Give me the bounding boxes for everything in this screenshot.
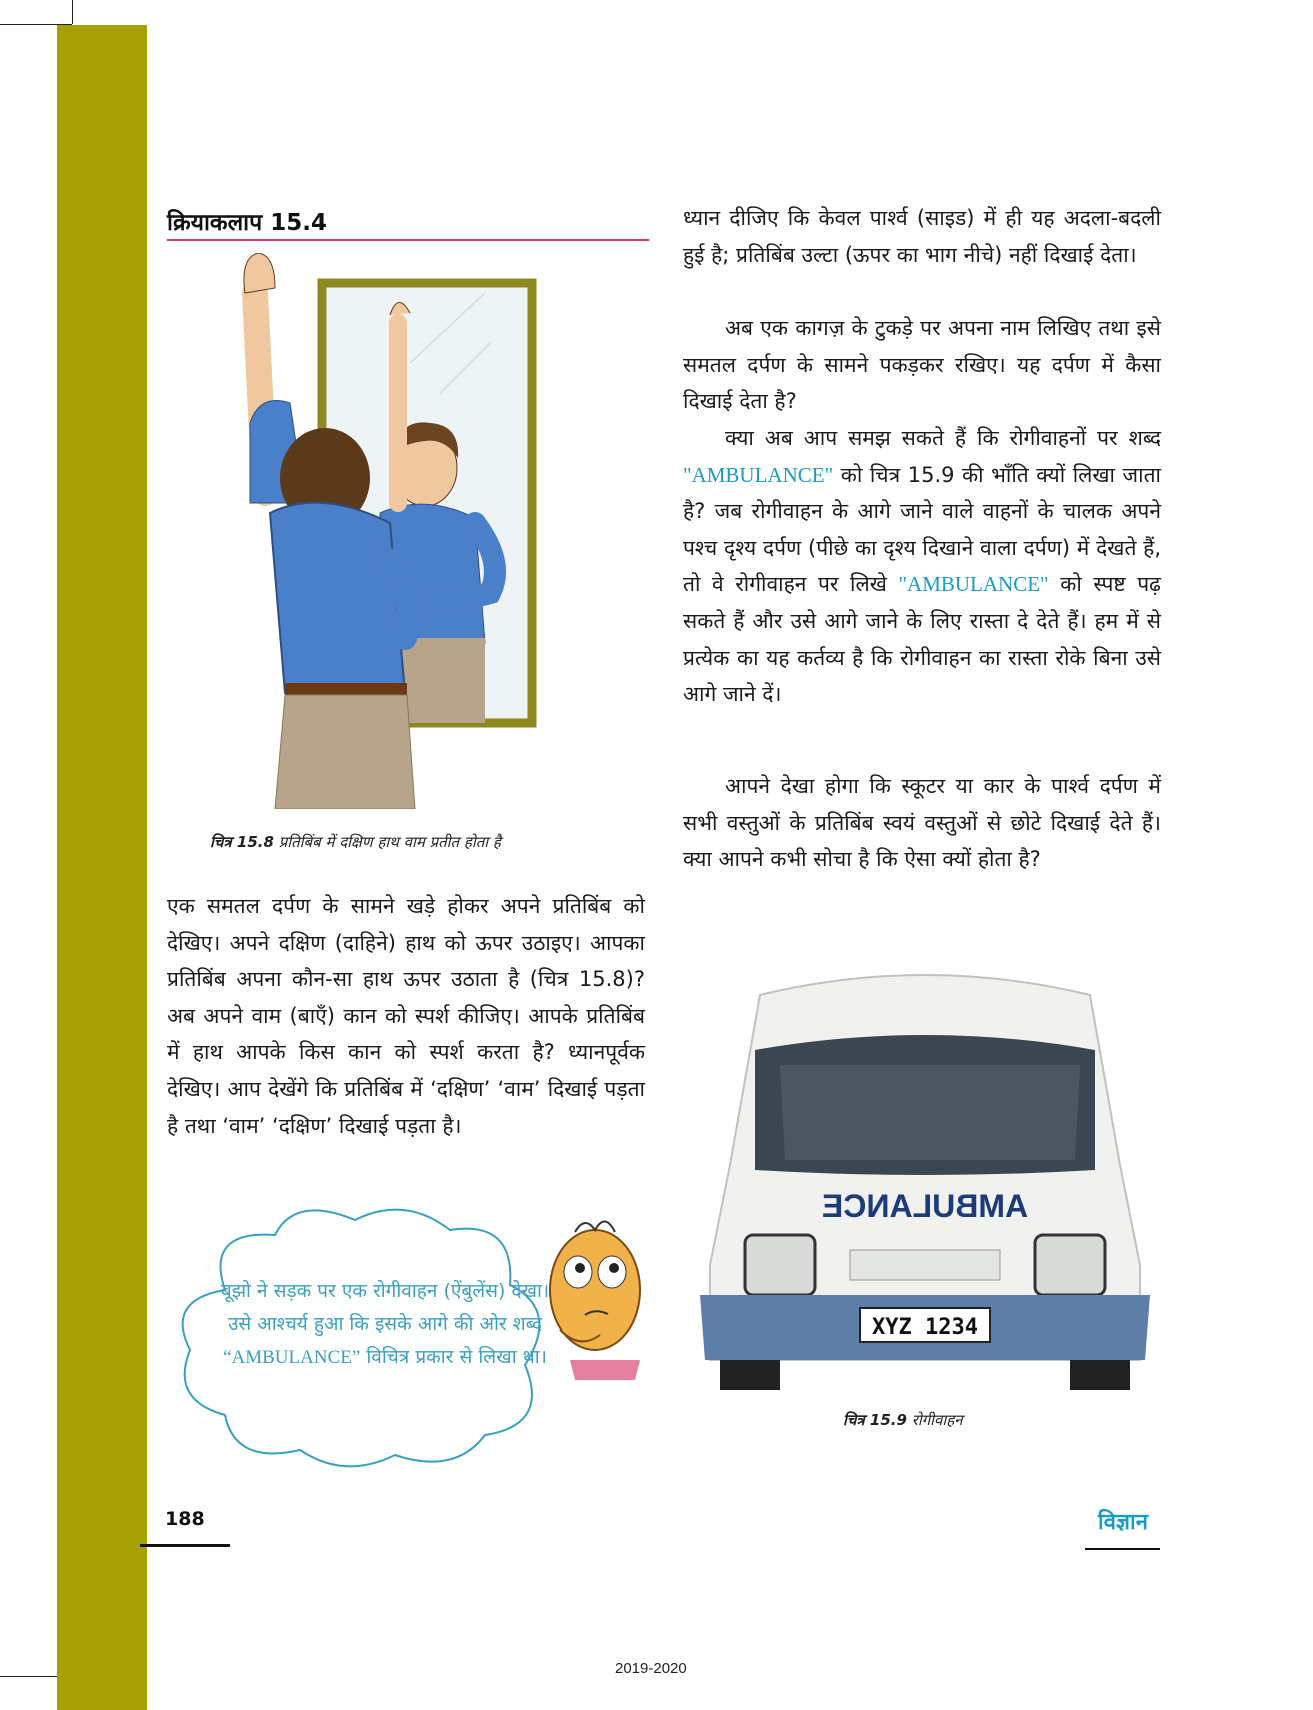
license-plate: XYZ 1234 — [872, 1315, 978, 1340]
p3-ambulance-2: "AMBULANCE" — [898, 572, 1049, 597]
figure-label: चित्र 15.9 — [843, 1411, 907, 1429]
p3-text-c: को स्पष्ट पढ़ सकते हैं और उसे आगे जाने के लिए रास्ता दे देते हैं। हम में से प्रत्येक का यह कर्तव्य है कि रोगीवाहन का रास्ता रोके बिना उसे आगे जाने दें। — [683, 572, 1161, 707]
title-underline — [167, 239, 649, 241]
boojho-text-part2: विचित्र प्रकार से लिखा था। — [366, 1346, 547, 1368]
figure-15-9-caption — [843, 1410, 963, 1430]
p3-text-b: को चित्र 15.9 की भाँति क्यों लिखा जाता है? जब रोगीवाहन के आगे जाने वाले वाहनों के चालक अपने पश्च दृश्य दर्पण (पीछे का दृश्य दिखाने वाला दर्पण) में देखते हैं, तो वे रोगीवाहन पर लिखे — [683, 462, 1161, 597]
figure-label: चित्र 15.8 — [210, 833, 274, 851]
boojho-ambulance-word: “AMBULANCE” — [223, 1347, 361, 1368]
p3-text-a: क्या अब आप समझ सकते हैं कि रोगीवाहनों पर शब्द — [725, 426, 1161, 450]
left-paragraph: एक समतल दर्पण के सामने खड़े होकर अपने प्रतिबिंब को देखिए। अपने दक्षिण (दाहिने) हाथ को ऊपर उठाइए। आपका प्रतिबिंब अपना कौन-सा हाथ ऊपर उठाता है (चित्र 15.8)? अब अपने वाम (बाएँ) कान को स्पर्श कीजिए। आपके प्रतिबिंब में हाथ आपके किस कान को स्पर्श करता है? ध्यानपूर्वक देखिए। आप देखेंगे कि प्रतिबिंब में ‘दक्षिण’ ‘वाम’ दिखाई पड़ता है तथा ‘वाम’ ‘दक्षिण’ दिखाई पड़ता है। — [167, 894, 645, 1138]
subject-name: विज्ञान — [1098, 1510, 1148, 1535]
boojho-character — [530, 1210, 650, 1380]
right-paragraph-2: अब एक कागज़ के टुकड़े पर अपना नाम लिखिए तथा इसे समतल दर्पण के सामने पकड़कर रखिए। यह दर्पण में कैसा दिखाई देता है? — [683, 316, 1161, 414]
figure-caption-text: रोगीवाहन — [911, 1411, 963, 1429]
figure-mirror-illustration — [230, 253, 600, 809]
side-color-band — [57, 25, 147, 1710]
ambulance-photo — [700, 965, 1150, 1390]
activity-title: क्रियाकलाप 15.4 — [167, 210, 327, 236]
academic-year: 2019-2020 — [615, 1660, 687, 1677]
page-number: 188 — [165, 1508, 205, 1530]
right-paragraph-1: ध्यान दीजिए कि केवल पार्श्व (साइड) में ही यह अदला-बदली हुई है; प्रतिबिंब उल्टा (ऊपर का भाग नीचे) नहीं दिखाई देता। — [683, 206, 1161, 267]
p3-ambulance-1: "AMBULANCE" — [683, 462, 834, 487]
figure-caption-text: प्रतिबिंब में दक्षिण हाथ वाम प्रतीत होता है — [278, 833, 501, 851]
boojho-thought-text — [215, 1275, 555, 1374]
figure-15-8-caption — [210, 832, 501, 852]
boojho-text-part1: बूझो ने सड़क पर एक रोगीवाहन (ऐंबुलेंस) देखा। उसे आश्चर्य हुआ कि इसके आगे की ओर शब्द — [220, 1280, 550, 1335]
subject-underline — [1085, 1548, 1160, 1550]
crop-mark — [72, 0, 73, 24]
right-paragraph-4: आपने देखा होगा कि स्कूटर या कार के पार्श्व दर्पण में सभी वस्तुओं के प्रतिबिंब स्वयं वस्तुओं से छोटे दिखाई देते हैं। क्या आपने कभी सोचा है कि ऐसा क्यों होता है? — [683, 774, 1161, 872]
mirrored-ambulance-text: AMBULANCE — [821, 1188, 1029, 1224]
right-paragraph-3 — [683, 420, 1161, 713]
